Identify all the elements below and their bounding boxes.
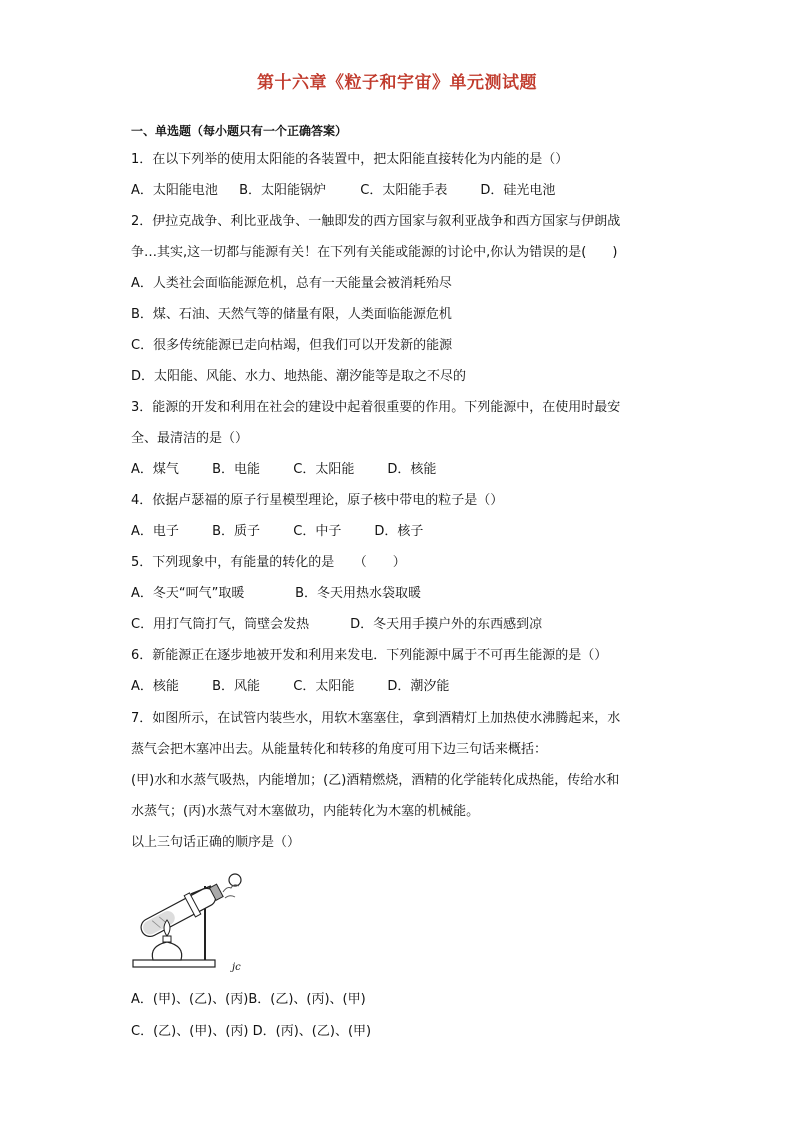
question-7-stem: (甲)水和水蒸气吸热，内能增加；(乙)酒精燃烧，酒精的化学能转化成热能，传给水和: [131, 773, 620, 788]
question-7-stem: 水蒸气；(丙)水蒸气对木塞做功，内能转化为木塞的机械能。: [131, 804, 480, 819]
question-6-options: [131, 678, 449, 696]
page-title: 第十六章《粒子和宇宙》单元测试题: [257, 73, 537, 93]
option-c: C．太阳能: [293, 462, 355, 477]
question-6-stem: 6．新能源正在逐步地被开发和利用来发电．下列能源中属于不可再生能源的是（）: [131, 648, 608, 663]
option-b: B．电能: [212, 462, 261, 477]
question-5-options: [131, 616, 542, 634]
option-line-ab: A．(甲)、(乙)、(丙)B．(乙)、(丙)、(甲): [131, 992, 366, 1007]
question-7-stem: 以上三句话正确的顺序是（）: [131, 835, 301, 850]
option-a: A．核能: [131, 679, 179, 694]
option-line-cd: C．(乙)、(甲)、(丙) D．(丙)、(乙)、(甲): [131, 1024, 372, 1039]
question-1-options: [131, 182, 555, 200]
option-d: D．太阳能、风能、水力、地热能、潮汐能等是取之不尽的: [131, 369, 467, 384]
figure-label: jc: [232, 962, 241, 973]
question-2-stem: 2．伊拉克战争、利比亚战争、一触即发的西方国家与叙利亚战争和西方国家与伊朗战: [131, 214, 621, 229]
question-7-stem: 7．如图所示，在试管内装些水，用软木塞塞住，拿到酒精灯上加热使水沸腾起来，水: [131, 711, 621, 726]
question-5-stem: 5．下列现象中，有能量的转化的是 （ ）: [131, 555, 406, 570]
question-3-options: [131, 461, 436, 479]
option-c: C．很多传统能源已走向枯竭，但我们可以开发新的能源: [131, 338, 453, 353]
section-heading: 一、单选题（每小题只有一个正确答案）: [131, 124, 348, 138]
option-d: D．冬天用手摸户外的东西感到凉: [350, 617, 543, 632]
option-a: A．人类社会面临能源危机，总有一天能量会被消耗殆尽: [131, 276, 452, 291]
question-4-options: [131, 523, 423, 541]
option-d: D．核能: [387, 462, 437, 477]
option-a: A．煤气: [131, 462, 179, 477]
option-d: D．潮汐能: [387, 679, 450, 694]
option-d: D．硅光电池: [480, 183, 556, 198]
option-b: B．冬天用热水袋取暖: [295, 586, 422, 601]
question-1-stem: 1．在以下列举的使用太阳能的各装置中，把太阳能直接转化为内能的是（）: [131, 152, 569, 167]
option-c: C．太阳能: [293, 679, 355, 694]
question-3-stem: 3．能源的开发和利用在社会的建设中起着很重要的作用。下列能源中，在使用时最安: [131, 400, 621, 415]
option-a: A．电子: [131, 524, 179, 539]
option-a: A．太阳能电池: [131, 183, 218, 198]
option-a: A．冬天“呵气”取暖: [131, 586, 245, 601]
option-b: B．煤、石油、天然气等的储量有限，人类面临能源危机: [131, 307, 452, 322]
option-c: C．太阳能手表: [360, 183, 448, 198]
option-b: B．质子: [212, 524, 261, 539]
question-5-options: [131, 585, 421, 603]
test-tube-alcohol-lamp-illustration: [131, 866, 251, 976]
experiment-figure: [131, 866, 251, 976]
option-d: D．核子: [374, 524, 424, 539]
question-7-stem: 蒸气会把木塞冲出去。从能量转化和转移的角度可用下边三句话来概括：: [131, 742, 548, 757]
option-c: C．中子: [293, 524, 342, 539]
option-b: B．风能: [212, 679, 261, 694]
option-b: B．太阳能锅炉: [239, 183, 327, 198]
question-4-stem: 4．依据卢瑟福的原子行星模型理论，原子核中带电的粒子是（）: [131, 493, 504, 508]
question-2-stem: 争…其实,这一切都与能源有关！在下列有关能或能源的讨论中,你认为错误的是( ): [131, 245, 618, 260]
option-c: C．用打气筒打气，筒壁会发热: [131, 617, 310, 632]
question-3-stem: 全、最清洁的是（）: [131, 431, 249, 446]
